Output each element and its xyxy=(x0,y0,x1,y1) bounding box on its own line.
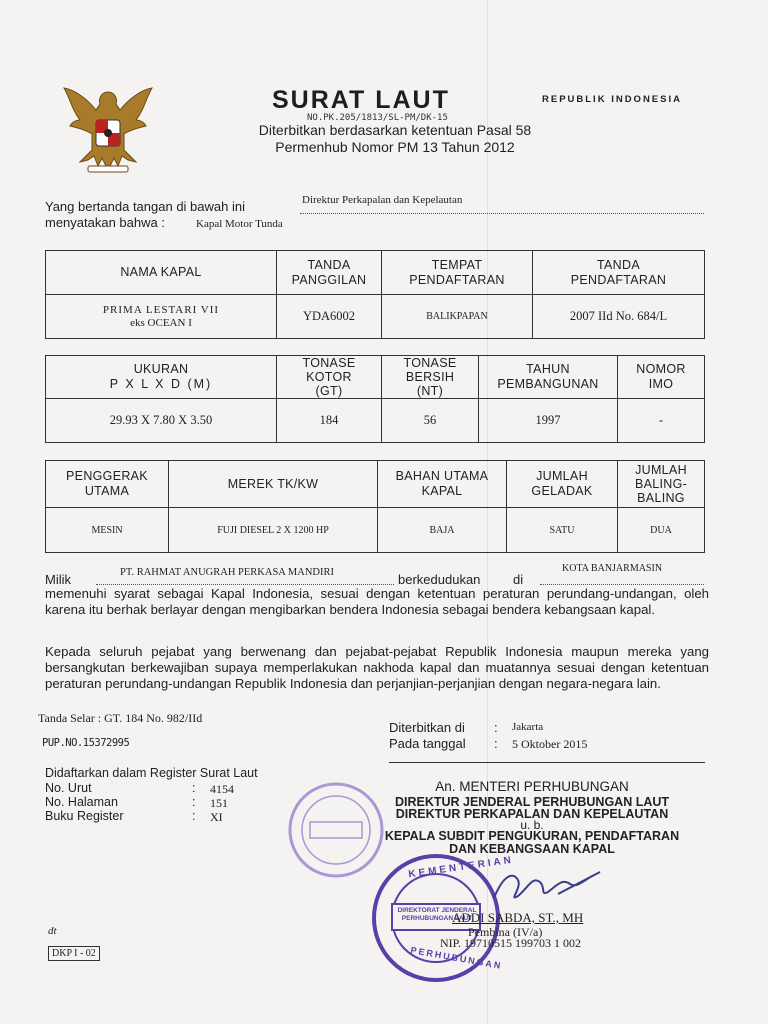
issued-date-sep: : xyxy=(494,736,498,751)
signer-nip: NIP. 19710515 199703 1 002 xyxy=(440,936,582,950)
cell-propulsion: MESIN xyxy=(46,508,169,553)
register-urut-label: No. Urut xyxy=(45,781,92,795)
signer-rank: Pembina (IV/a) xyxy=(468,925,543,939)
cell-registration-place: BALIKPAPAN xyxy=(382,295,533,339)
issued-date-value: 5 Oktober 2015 xyxy=(512,737,588,751)
register-halaman-sep: : xyxy=(192,795,196,809)
cell-net-tonnage: 56 xyxy=(382,399,479,443)
cell-hull-material: BAJA xyxy=(378,508,507,553)
tanda-selar: Tanda Selar : GT. 184 No. 982/IId xyxy=(38,711,203,725)
header-size: UKURAN P X L X D (M) xyxy=(46,356,277,399)
domicile-label: berkedudukan xyxy=(398,572,481,587)
issued-place-value: Jakarta xyxy=(512,721,544,733)
stamp-rim-top: KEMENTERIAN xyxy=(407,854,515,881)
header-propulsion: PENGGERAK UTAMA xyxy=(46,461,169,508)
cell-propeller-count: DUA xyxy=(618,508,705,553)
issued-place-sep: : xyxy=(494,720,498,735)
document-title: SURAT LAUT xyxy=(272,86,450,114)
issued-underline xyxy=(389,762,705,763)
cell-imo: - xyxy=(618,399,705,443)
issued-place-label: Diterbitkan di xyxy=(389,720,465,735)
header-propeller-count: JUMLAH BALING- BALING xyxy=(618,461,705,508)
stamp-rim-bottom: PERHUBUNGAN xyxy=(409,944,504,972)
cell-gross-tonnage: 184 xyxy=(277,399,382,443)
register-halaman-label: No. Halaman xyxy=(45,795,118,809)
header-imo: NOMOR IMO xyxy=(618,356,705,399)
cell-ship-name: PRIMA LESTARI VII eks OCEAN I xyxy=(46,295,277,339)
ship-engine-table xyxy=(45,460,705,553)
cell-call-sign: YDA6002 xyxy=(277,295,382,339)
states-label: menyatakan bahwa : xyxy=(45,215,165,230)
cell-build-year: 1997 xyxy=(479,399,618,443)
owner-value: PT. RAHMAT ANUGRAH PERKASA MANDIRI xyxy=(120,567,335,578)
signature-line-4: DAN KEBANGSAAN KAPAL xyxy=(449,842,615,856)
cell-deck-count: SATU xyxy=(507,508,618,553)
country-label: REPUBLIK INDONESIA xyxy=(542,94,682,105)
register-urut-sep: : xyxy=(192,781,196,795)
header-gross-tonnage: TONASE KOTOR (GT) xyxy=(277,356,382,399)
register-buku-label: Buku Register xyxy=(45,809,124,823)
signature-line-1: DIREKTUR JENDERAL PERHUBUNGAN LAUT xyxy=(394,795,670,809)
register-urut-value: 4154 xyxy=(210,782,234,796)
register-buku-value: XI xyxy=(210,810,223,824)
cell-engine-brand: FUJI DIESEL 2 X 1200 HP xyxy=(169,508,378,553)
signature-an: An. MENTERI PERHUBUNGAN xyxy=(435,779,629,794)
certificate-paragraph-1: memenuhi syarat sebagai Kapal Indonesia, sesuai dengan ketentuan peraturan perundang-undangan, oleh karena itu berhak berlayar dengan mengibarkan bendera Indonesia sebagai bendera kebangsaan kapal. xyxy=(45,586,709,617)
header-net-tonnage: TONASE BERSIH (NT) xyxy=(382,356,479,399)
domicile-value: KOTA BANJARMASIN xyxy=(562,563,663,574)
header-deck-count: JUMLAH GELADAK xyxy=(507,461,618,508)
header-registration-place: TEMPAT PENDAFTARAN xyxy=(382,251,533,295)
initials: dt xyxy=(48,925,57,937)
cell-registration-mark: 2007 IId No. 684/L xyxy=(533,295,705,339)
register-halaman-value: 151 xyxy=(210,796,228,810)
register-buku-sep: : xyxy=(192,809,196,823)
ship-dimensions-table xyxy=(45,355,705,443)
stamp-center-text: DIREKTORAT JENDERAL PERHUBUNGAN LAUT xyxy=(397,907,477,922)
signature-ub: u. b. xyxy=(520,818,544,832)
legal-basis-line1: Diterbitkan berdasarkan ketentuan Pasal 58 xyxy=(258,122,532,138)
header-build-year: TAHUN PEMBANGUNAN xyxy=(479,356,618,399)
garuda-emblem-icon xyxy=(58,80,162,176)
handwritten-signature-icon xyxy=(488,858,608,918)
signature-line-2: DIREKTUR PERKAPALAN DAN KEPELAUTAN xyxy=(395,807,669,821)
header-engine-brand: MEREK TK/KW xyxy=(169,461,378,508)
domicile-di: di xyxy=(513,572,524,587)
signer-value: Direktur Perkapalan dan Kepelautan xyxy=(302,194,463,206)
owner-label: Milik xyxy=(45,572,71,587)
cell-size: 29.93 X 7.80 X 3.50 xyxy=(46,399,277,443)
issued-date-label: Pada tanggal xyxy=(389,736,466,751)
header-hull-material: BAHAN UTAMA KAPAL xyxy=(378,461,507,508)
certificate-paragraph-2: Kepada seluruh pejabat yang berwenang dan pejabat-pejabat Republik Indonesia maupun mereka yang bersangkutan berkewajiban supaya memperlakukan nakhoda kapal dan muatannya sesuai dengan ketentuan peraturan perundang-undangan Republik Indonesia dan perjanjian-perjanjian dengan negara-negara lain. xyxy=(45,644,709,691)
pup-number: PUP.NO.15372995 xyxy=(42,737,130,749)
ship-type-value: Kapal Motor Tunda xyxy=(196,218,283,230)
document-number: NO.PK.205/1813/SL-PM/DK-15 xyxy=(307,113,448,123)
header-ship-name: NAMA KAPAL xyxy=(46,251,277,295)
signature-line-3: KEPALA SUBDIT PENGUKURAN, PENDAFTARAN xyxy=(384,829,680,843)
legal-basis-line2: Permenhub Nomor PM 13 Tahun 2012 xyxy=(275,139,515,155)
ship-identity-table xyxy=(45,250,705,339)
signer-name: ADDI SABDA, ST., MH xyxy=(452,910,584,925)
form-code: DKP I - 02 xyxy=(48,946,100,961)
register-title: Didaftarkan dalam Register Surat Laut xyxy=(45,766,258,780)
header-registration-mark: TANDA PENDAFTARAN xyxy=(533,251,705,295)
signer-label: Yang bertanda tangan di bawah ini xyxy=(45,199,245,214)
header-call-sign: TANDA PANGGILAN xyxy=(277,251,382,295)
